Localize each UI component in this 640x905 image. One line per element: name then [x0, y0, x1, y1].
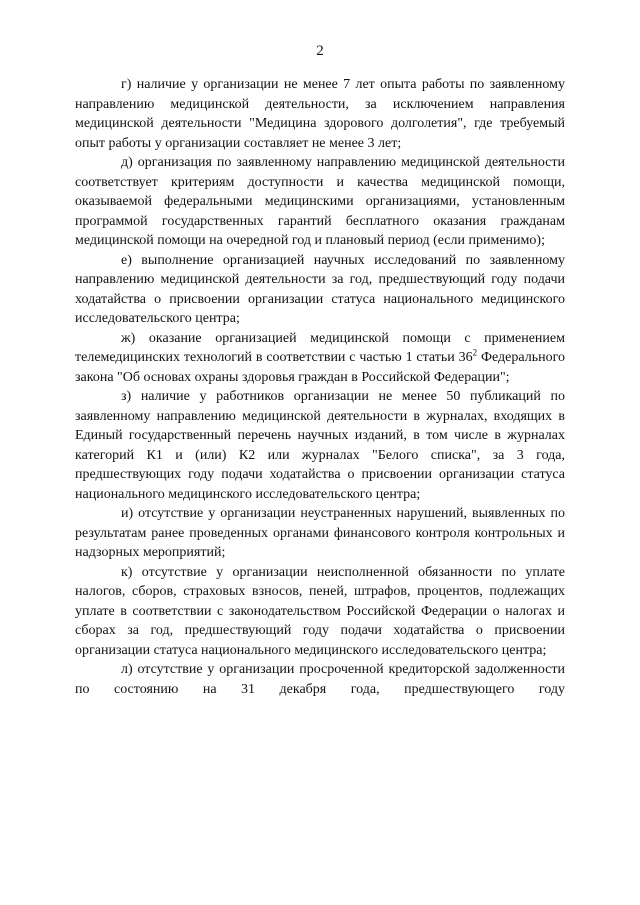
document-body [75, 75, 565, 699]
item-i: и) отсутствие у организации неустраненных нарушений, выявленных по результатам ранее проведенных органами финансового контроля контрольных и надзорных мероприятий; [75, 506, 565, 560]
page-number: 2 [316, 43, 324, 59]
item-zh [75, 329, 565, 388]
item-k: к) отсутствие у организации неисполненной обязанности по уплате налогов, сборов, страховых взносов, пеней, штрафов, процентов, подлежащих уплате в соответствии с законодательством Российской Федерации о налогах и сборах за год, предшествующий году подачи ходатайства о присвоении организации статуса национального медицинского исследовательского центра; [75, 564, 565, 658]
item-l: л) отсутствие у организации просроченной кредиторской задолженности по состоянию на 31 декабря года, предшествующего году [75, 662, 565, 697]
item-zh-text-cont: Федерального закона "Об основах охраны здоровья граждан в Российской Федерации"; [75, 350, 565, 385]
article-superscript: 2 [472, 347, 478, 358]
item-e: е) выполнение организацией научных исследований по заявленному направлению медицинской деятельности за год, предшествующий году подачи ходатайства о присвоении организации статуса национального медицинского исследовательского центра; [75, 252, 565, 326]
item-g: г) наличие у организации не менее 7 лет опыта работы по заявленному направлению медицинской деятельности, за исключением направления медицинской деятельности "Медицина здорового долголетия", где требуемый опыт работы у организации составляет не менее 3 лет; [75, 77, 565, 151]
item-zh-text: ж) оказание организацией медицинской помощи с применением телемедицинских технологий в соответствии с частью 1 статьи 36 [75, 330, 565, 365]
item-d: д) организация по заявленному направлению медицинской деятельности соответствует критериям доступности и качества медицинской помощи, оказываемой федеральными медицинскими организациями, установленным программой государственных гарантий бесплатного оказания гражданам медицинской помощи на очередной год и плановый период (если применимо); [75, 155, 565, 248]
item-z: з) наличие у работников организации не менее 50 публикаций по заявленному направлению медицинской деятельности в журналах, входящих в Единый государственный перечень научных изданий, в том числе в журналах категорий К1 и (или) К2 или журналах "Белого списка", за 3 года, предшествующих году подачи ходатайства о присвоении организации статуса национального медицинского исследовательского центра; [75, 389, 565, 502]
